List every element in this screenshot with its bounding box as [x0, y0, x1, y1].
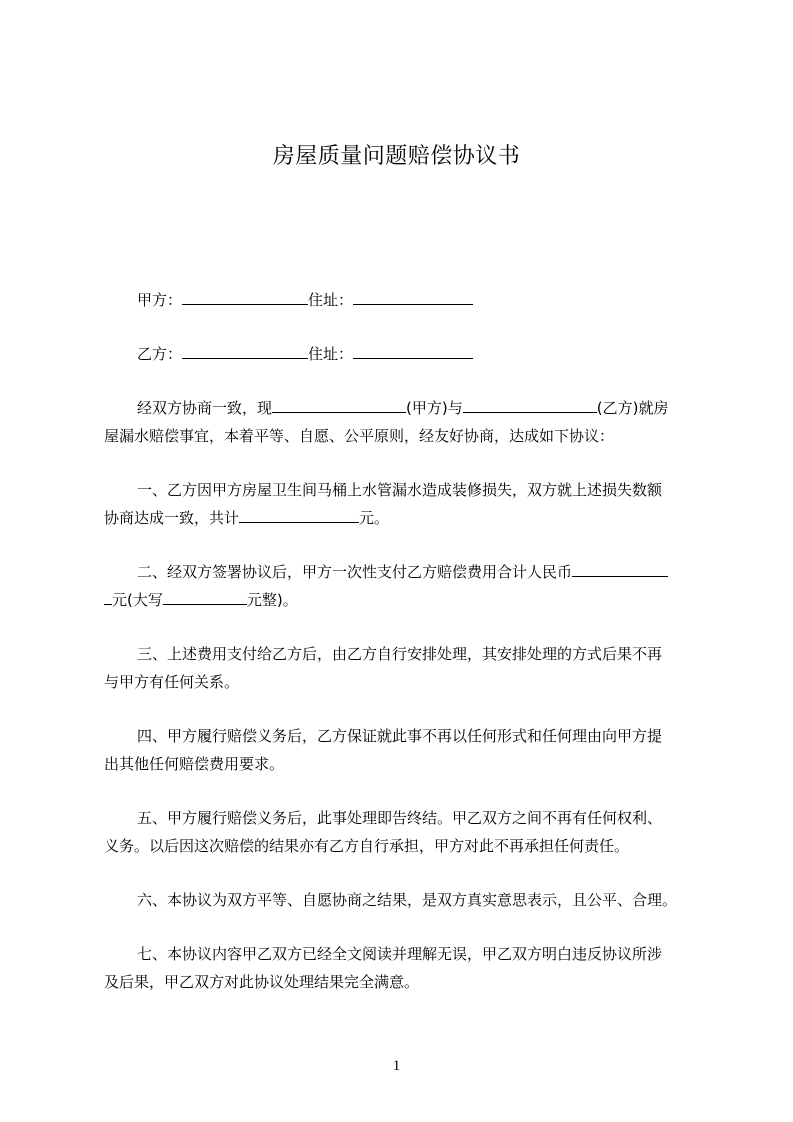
clause-4-line-1: 四、甲方履行赔偿义务后，乙方保证就此事不再以任何形式和任何理由向甲方提 [137, 727, 663, 745]
clause-2-capital-blank [163, 590, 247, 605]
clause-2-text: 二、经双方签署协议后，甲方一次性支付乙方赔偿费用合计人民币 [137, 563, 573, 581]
clause-2-amount-blank [572, 562, 668, 577]
clause-1-text-a: 协商达成一致，共计 [104, 509, 240, 527]
page-number: 1 [392, 1058, 401, 1074]
clause-1-amount-blank [239, 508, 359, 523]
party-b-name-blank [182, 344, 308, 359]
clause-2-line-2 [104, 590, 704, 610]
clause-7-line-2: 及后果，甲乙双方对此协议处理结果完全满意。 [104, 973, 420, 991]
clause-2-line-1 [137, 562, 737, 582]
party-a-label: 甲方： [137, 291, 183, 309]
intro-line-1 [137, 398, 737, 418]
clause-6-line-1: 六、本协议为双方平等、自愿协商之结果，是双方真实意思表示，且公平、合理。 [137, 891, 678, 909]
clause-5-line-2: 义务。以后因这次赔偿的结果亦有乙方自行承担，甲方对此不再承担任何责任。 [104, 837, 630, 855]
party-b-address-blank [353, 344, 473, 359]
clause-5-line-1: 五、甲方履行赔偿义务后，此事处理即告终结。甲乙双方之间不再有任何权利、 [137, 809, 663, 827]
intro-party-b-blank [463, 398, 597, 413]
clause-2-text-a: 元(大写 [112, 591, 163, 609]
intro-party-a-blank [272, 398, 406, 413]
party-a-row [137, 290, 737, 310]
intro-text-a: 经双方协商一致，现 [137, 399, 273, 417]
document-title: 房屋质量问题赔偿协议书 [272, 144, 521, 169]
intro-line-2: 屋漏水赔偿事宜，本着平等、自愿、公平原则，经友好协商，达成如下协议： [104, 427, 615, 445]
party-a-address-label: 住址： [308, 291, 354, 309]
party-a-address-blank [353, 290, 473, 305]
clause-7-line-1: 七、本协议内容甲乙双方已经全文阅读并理解无误，甲乙双方明白违反协议所涉 [137, 945, 663, 963]
clause-2-text-b: 元整)。 [246, 591, 298, 609]
party-b-row [137, 344, 737, 364]
clause-3-line-2: 与甲方有任何关系。 [104, 673, 240, 691]
clause-3-line-1: 三、上述费用支付给乙方后，由乙方自行安排处理，其安排处理的方式后果不再 [137, 645, 663, 663]
clause-1-text-b: 元。 [359, 509, 390, 527]
intro-text-b: (甲方)与 [406, 399, 463, 417]
party-a-name-blank [182, 290, 308, 305]
clause-2-amount-blank-cont [104, 590, 112, 605]
clause-4-line-2: 出其他任何赔偿费用要求。 [104, 755, 285, 773]
clause-1-line-1: 一、乙方因甲方房屋卫生间马桶上水管漏水造成装修损失，双方就上述损失数额 [137, 481, 663, 499]
clause-1-line-2 [104, 508, 704, 528]
party-b-label: 乙方： [137, 345, 183, 363]
party-b-address-label: 住址： [308, 345, 354, 363]
intro-text-c: (乙方)就房 [596, 399, 669, 417]
